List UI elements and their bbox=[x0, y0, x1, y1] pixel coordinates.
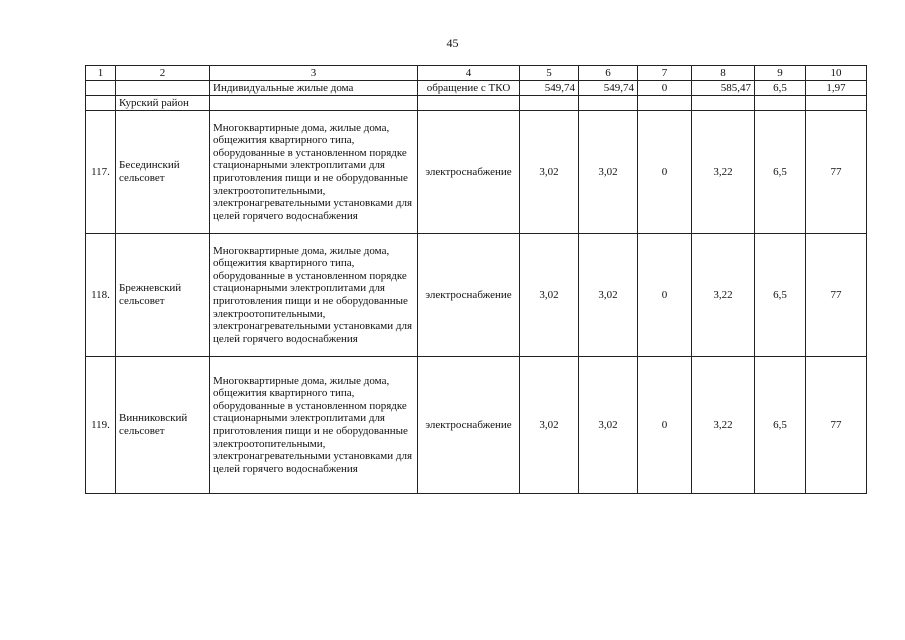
description-cell: Индивидуальные жилые дома bbox=[210, 81, 418, 96]
value-cell: 0 bbox=[638, 357, 692, 494]
service-cell: обращение с ТКО bbox=[418, 81, 520, 96]
column-header: 10 bbox=[806, 66, 867, 81]
value-cell: 585,47 bbox=[692, 81, 755, 96]
settlement-cell bbox=[116, 81, 210, 96]
column-header: 4 bbox=[418, 66, 520, 81]
column-header: 5 bbox=[520, 66, 579, 81]
table-row bbox=[86, 111, 867, 234]
empty-cell bbox=[418, 96, 520, 111]
table-row bbox=[86, 234, 867, 357]
empty-cell bbox=[692, 96, 755, 111]
settlement-cell: Винниковский сельсовет bbox=[116, 357, 210, 494]
empty-cell bbox=[210, 96, 418, 111]
column-header: 9 bbox=[755, 66, 806, 81]
value-cell: 1,97 bbox=[806, 81, 867, 96]
column-number-row bbox=[86, 66, 867, 81]
row-number-cell: 119. bbox=[86, 357, 116, 494]
tariff-table bbox=[85, 65, 867, 494]
value-cell: 3,02 bbox=[579, 111, 638, 234]
value-cell: 3,22 bbox=[692, 234, 755, 357]
row-number-cell: 117. bbox=[86, 111, 116, 234]
value-cell: 6,5 bbox=[755, 234, 806, 357]
service-cell: электроснабжение bbox=[418, 234, 520, 357]
empty-cell bbox=[520, 96, 579, 111]
value-cell: 0 bbox=[638, 111, 692, 234]
empty-cell bbox=[806, 96, 867, 111]
value-cell: 3,02 bbox=[579, 234, 638, 357]
value-cell: 6,5 bbox=[755, 111, 806, 234]
column-header: 8 bbox=[692, 66, 755, 81]
value-cell: 77 bbox=[806, 234, 867, 357]
value-cell: 549,74 bbox=[579, 81, 638, 96]
column-header: 7 bbox=[638, 66, 692, 81]
value-cell: 3,02 bbox=[579, 357, 638, 494]
empty-cell bbox=[86, 96, 116, 111]
service-cell: электроснабжение bbox=[418, 111, 520, 234]
district-row bbox=[86, 96, 867, 111]
value-cell: 77 bbox=[806, 357, 867, 494]
description-cell: Многоквартирные дома, жилые дома, общежития квартирного типа, оборудованные в установленном порядке стационарными электроплитами для приготовления пищи и не оборудованные электроотопительными, электронагревательными установками для целей горячего водоснабжения bbox=[210, 111, 418, 234]
service-cell: электроснабжение bbox=[418, 357, 520, 494]
settlement-cell: Брежневский сельсовет bbox=[116, 234, 210, 357]
value-cell: 0 bbox=[638, 81, 692, 96]
value-cell: 6,5 bbox=[755, 357, 806, 494]
value-cell: 3,02 bbox=[520, 357, 579, 494]
value-cell: 6,5 bbox=[755, 81, 806, 96]
value-cell: 3,22 bbox=[692, 111, 755, 234]
table-row bbox=[86, 357, 867, 494]
column-header: 3 bbox=[210, 66, 418, 81]
empty-cell bbox=[755, 96, 806, 111]
description-cell: Многоквартирные дома, жилые дома, общежития квартирного типа, оборудованные в установленном порядке стационарными электроплитами для приготовления пищи и не оборудованные электроотопительными, электронагревательными установками для целей горячего водоснабжения bbox=[210, 234, 418, 357]
value-cell: 0 bbox=[638, 234, 692, 357]
description-cell: Многоквартирные дома, жилые дома, общежития квартирного типа, оборудованные в установленном порядке стационарными электроплитами для приготовления пищи и не оборудованные электроотопительными, электронагревательными установками для целей горячего водоснабжения bbox=[210, 357, 418, 494]
value-cell: 3,02 bbox=[520, 234, 579, 357]
value-cell: 3,22 bbox=[692, 357, 755, 494]
empty-cell bbox=[579, 96, 638, 111]
settlement-cell: Бесединский сельсовет bbox=[116, 111, 210, 234]
column-header: 2 bbox=[116, 66, 210, 81]
row-number-cell bbox=[86, 81, 116, 96]
value-cell: 549,74 bbox=[520, 81, 579, 96]
page-number: 45 bbox=[446, 36, 459, 50]
column-header: 6 bbox=[579, 66, 638, 81]
table-row bbox=[86, 81, 867, 96]
district-name: Курский район bbox=[116, 96, 210, 111]
value-cell: 3,02 bbox=[520, 111, 579, 234]
column-header: 1 bbox=[86, 66, 116, 81]
empty-cell bbox=[638, 96, 692, 111]
row-number-cell: 118. bbox=[86, 234, 116, 357]
value-cell: 77 bbox=[806, 111, 867, 234]
